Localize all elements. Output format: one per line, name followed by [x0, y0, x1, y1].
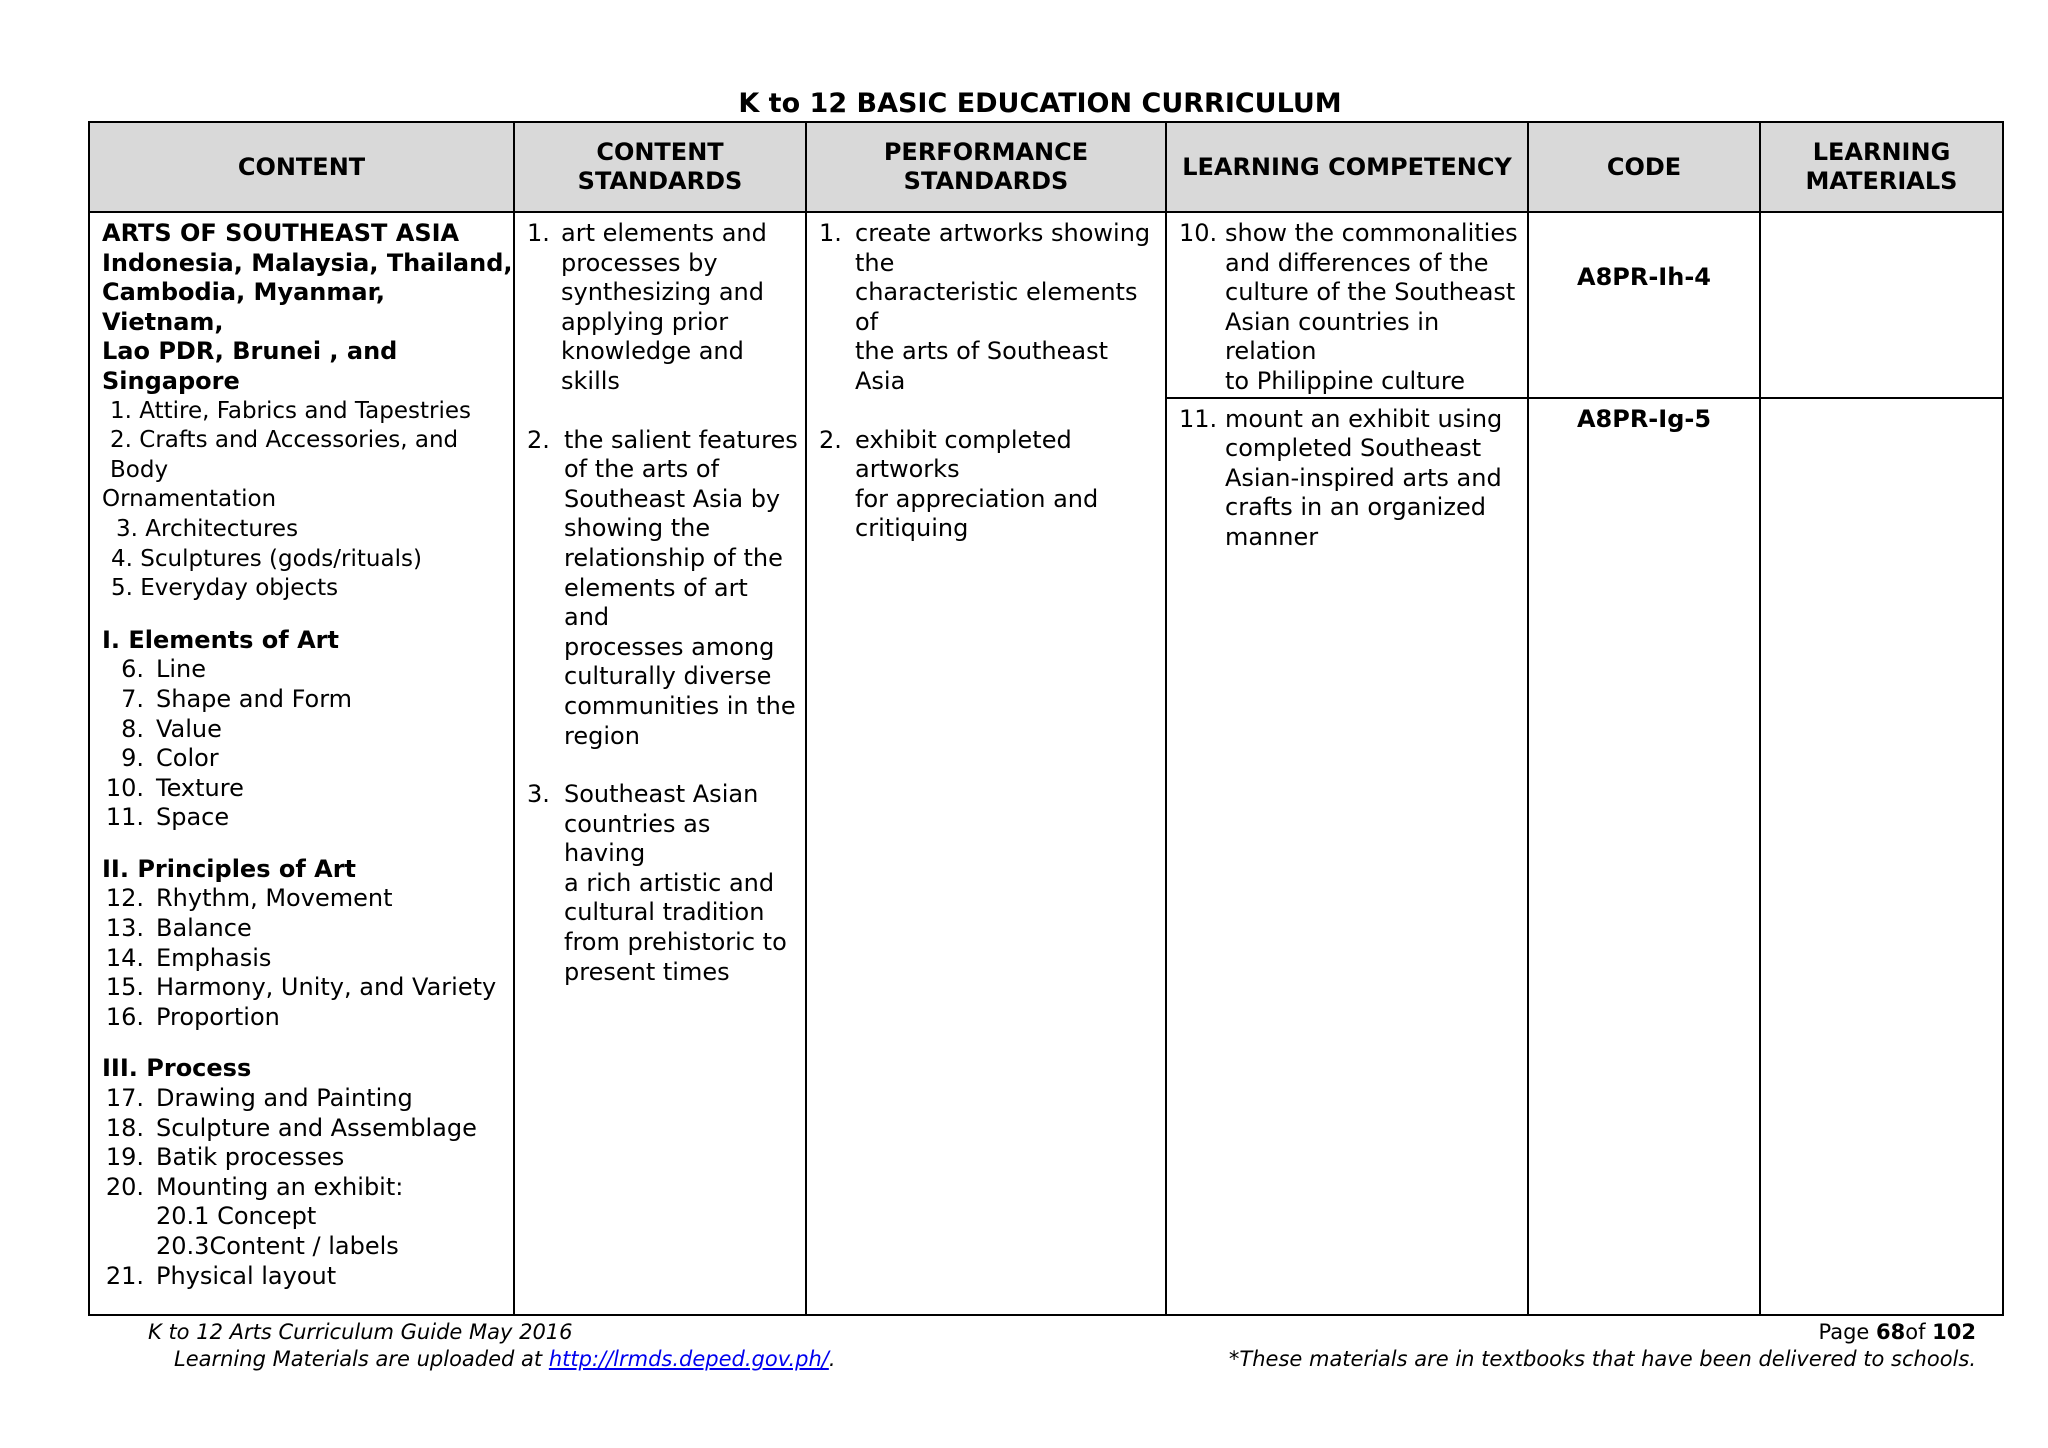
section-heading-principles: II. Principles of Art	[102, 854, 357, 883]
section-heading-process: III. Process	[102, 1054, 252, 1083]
principles-list	[102, 884, 513, 1032]
list-item: 6. Line	[121, 655, 207, 684]
header-code: CODE	[1528, 122, 1760, 212]
header-row	[89, 122, 2003, 212]
list-item: 1. art elements and processes by synthesizing and applying prior knowledge and skills	[527, 219, 767, 395]
process-list	[102, 1084, 513, 1291]
materials-cell-11	[1760, 398, 2003, 1315]
row-competency-10	[89, 212, 2003, 398]
competency-cell-11	[1166, 398, 1528, 1315]
lrmds-link[interactable]: http://lrmds.deped.gov.ph/	[548, 1347, 829, 1371]
list-item: Ornamentation	[102, 486, 277, 513]
list-item: 13. Balance	[105, 914, 252, 943]
list-item: 2. exhibit completed artworks for appreciation and critiquing	[819, 425, 1099, 543]
list-item: 7. Shape and Form	[121, 684, 353, 713]
list-item: 11. Space	[105, 803, 230, 832]
list-item: 10. show the commonalities and differences of the culture of the Southeast Asian countries in relation to Philippine culture	[1179, 219, 1518, 395]
performance-standards-cell	[806, 212, 1166, 1315]
list-item: 16. Proportion	[105, 1002, 280, 1031]
code-cell-10	[1528, 212, 1760, 398]
list-item: 17. Drawing and Painting	[105, 1084, 413, 1113]
list-item: 18. Sculpture and Assemblage	[105, 1113, 477, 1142]
content-cell	[89, 212, 514, 1315]
header-content: CONTENT	[89, 122, 514, 212]
content-standards-cell	[514, 212, 806, 1315]
list-item: 14. Emphasis	[105, 943, 272, 972]
list-item: 9. Color	[121, 744, 219, 773]
footer-uploaded: Learning Materials are uploaded at http://lrmds.deped.gov.ph/.	[174, 1347, 836, 1371]
list-item: 21. Physical layout	[105, 1261, 337, 1290]
list-item: 1. create artworks showing the characteristic elements of the arts of Southeast Asia	[819, 219, 1151, 395]
list-item: 15. Harmony, Unity, and Variety	[105, 973, 497, 1002]
code-cell-11	[1528, 398, 1760, 1315]
list-item: 12. Rhythm, Movement	[105, 884, 393, 913]
list-item: 3. Southeast Asian countries as having a rich artistic and cultural tradition from prehistoric to present times	[527, 780, 787, 986]
footer-guide: K to 12 Arts Curriculum Guide May 2016	[148, 1320, 573, 1344]
list-item: 20. Mounting an exhibit:	[105, 1172, 404, 1201]
list-item: 5. Everyday objects	[111, 575, 339, 602]
header-content-standards: CONTENT STANDARDS	[514, 122, 806, 212]
list-item: 11. mount an exhibit using completed Southeast Asian-inspired arts and crafts in an organized manner	[1179, 404, 1503, 551]
competency-cell-10	[1166, 212, 1528, 398]
page-number: Page 68of 102	[1818, 1320, 1976, 1344]
curriculum-table	[88, 121, 2004, 1316]
list-item: 19. Batik processes	[105, 1143, 345, 1172]
content-heading: ARTS OF SOUTHEAST ASIA Indonesia, Malaysia, Thailand, Cambodia, Myanmar, Vietnam, Lao PDR, Brunei , and Singapore	[102, 219, 513, 395]
list-item: 2. Crafts and Accessories, and Body	[110, 427, 459, 483]
page-title: K to 12 BASIC EDUCATION CURRICULUM	[738, 88, 1342, 119]
materials-cell-10	[1760, 212, 2003, 398]
list-item: 3. Architectures	[116, 515, 299, 542]
code-value: A8PR-Ih-4	[1577, 263, 1711, 291]
list-item: 8. Value	[121, 714, 222, 743]
header-learning-materials: LEARNING MATERIALS	[1760, 122, 2003, 212]
list-item: 20.3Content / labels	[156, 1232, 399, 1260]
list-item: 10. Texture	[105, 773, 244, 802]
code-value: A8PR-Ig-5	[1576, 404, 1712, 433]
list-item: 4. Sculptures (gods/rituals)	[111, 545, 422, 572]
list-item: 20.1 Concept	[156, 1202, 317, 1231]
footer-note: *These materials are in textbooks that have been delivered to schools.	[1228, 1347, 1976, 1371]
elements-list	[102, 655, 513, 833]
section-heading-elements: I. Elements of Art	[102, 625, 339, 654]
list-item: 1. Attire, Fabrics and Tapestries	[110, 397, 471, 424]
topic-list	[102, 397, 513, 604]
list-item: 2. the salient features of the arts of Southeast Asia by showing the relationship of the elements of art and processes among culturally diverse communities in the region	[527, 425, 798, 750]
header-learning-competency: LEARNING COMPETENCY	[1166, 122, 1528, 212]
header-performance-standards: PERFORMANCE STANDARDS	[806, 122, 1166, 212]
